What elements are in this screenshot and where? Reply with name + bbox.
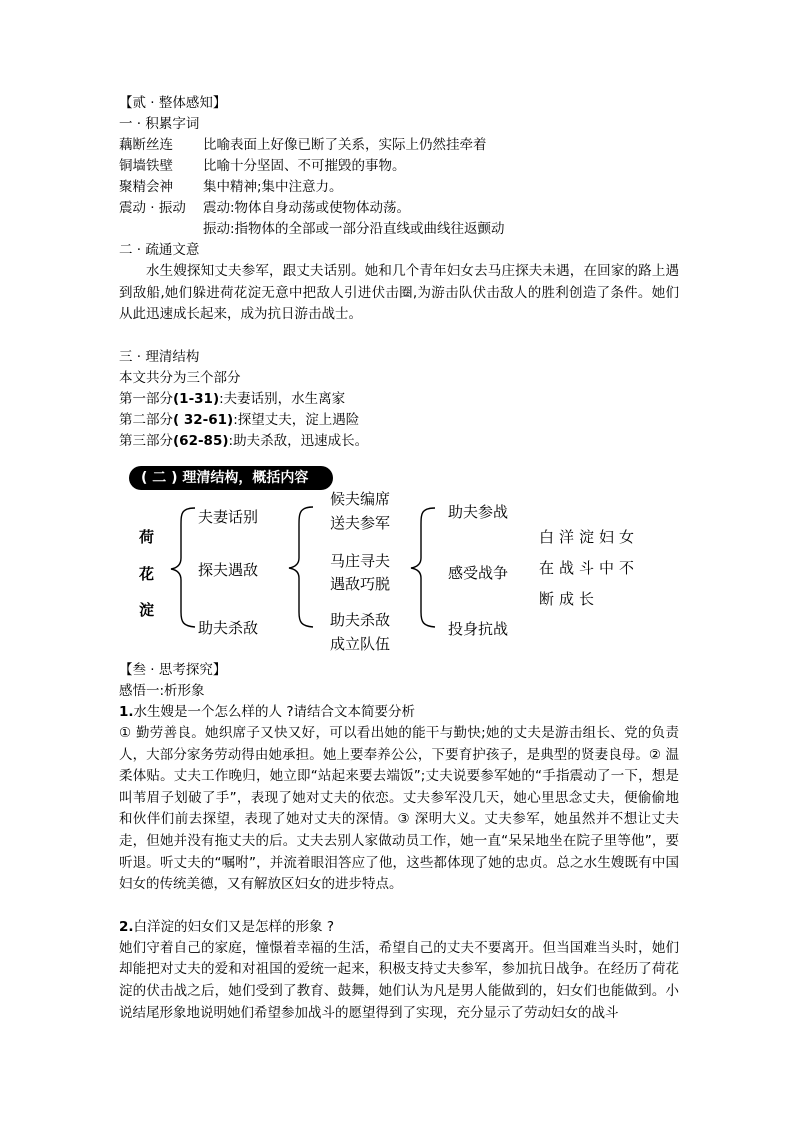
structure-title: 三 · 理清结构 [119, 348, 200, 365]
level2-node: 马庄寻夫 [330, 552, 391, 570]
brace-level2 [411, 508, 435, 627]
level2-node: 候夫编席 [330, 490, 391, 508]
level1-node: 夫妻话别 [198, 508, 259, 526]
part-desc: :探望丈夫，淀上遇险 [233, 411, 360, 428]
level1-node: 探夫遇敌 [198, 561, 259, 579]
summary-paragraph: 水生嫂探知丈夫参军，跟丈夫话别。她和几个青年妇女去马庄探夫未遇，在回家的路上遇到敌船,她们躲进荷花淀无意中把敌人引进伏击圈,为游击队伏击敌人的胜利创造了条件。她们从此迅速成长起来，成为抗日游击战士。 [119, 263, 679, 323]
part-range: (1-31) [173, 390, 220, 407]
level2-node: 助夫杀敌 [330, 611, 391, 629]
section-3 [119, 660, 679, 1024]
level3-node: 感受战争 [448, 564, 509, 582]
part-label: 第三部分 [119, 432, 173, 449]
root-char: 花 [139, 565, 155, 583]
vocab-item [119, 156, 679, 177]
vocab-meaning: 比喻表面上好像已断了关系，实际上仍然挂牵着 [203, 137, 487, 153]
part-desc: :助夫杀敌，迅速成长。 [228, 432, 369, 449]
vocab-item [119, 135, 679, 156]
structure-part [119, 410, 679, 431]
vocab-item [119, 177, 679, 198]
vocab-pair-meaning-2: 振动:指物体的全部或一部分沿直线或曲线往返颤动 [203, 221, 505, 237]
structure-diagram [119, 466, 679, 658]
part-label: 第一部分 [119, 390, 173, 407]
part-desc: :夫妻话别，水生离家 [219, 390, 346, 407]
vocab-word: 铜墙铁壁 [119, 158, 173, 174]
vocab-pair-word: 震动 · 振动 [119, 200, 186, 216]
level3-node: 投身抗战 [448, 620, 509, 638]
spacer [119, 896, 679, 917]
spacer [119, 326, 679, 347]
vocab-title: 一 · 积累字词 [119, 116, 200, 132]
vocab-word: 藕断丝连 [119, 137, 173, 153]
section-3-heading: 【叁 · 思考探究】 [119, 662, 227, 678]
vocab-meaning: 比喻十分坚固、不可摧毁的事物。 [203, 158, 406, 174]
question-text: 白洋淀的妇女们又是怎样的形象 ? [133, 918, 334, 935]
brace-level1 [289, 507, 313, 627]
vocab-word: 聚精会神 [119, 179, 173, 195]
vocab-pair-meaning-1: 震动:物体自身动荡或使物体动荡。 [203, 200, 411, 216]
structure-intro: 本文共分为三个部分 [119, 369, 241, 386]
root-char: 荷 [139, 528, 155, 546]
section-2 [119, 93, 679, 452]
question-text: 水生嫂是一个怎么样的人 ?请结合文本简要分析 [133, 704, 415, 720]
answer-2: 她们守着自己的家庭，憧憬着幸福的生活，希望自己的丈夫不要离开。但当国难当头时，她们却能把对丈夫的爱和对祖国的爱统一起来，积极支持丈夫参军，参加抗日战争。在经历了荷花淀的伏击战之后，她们受到了教育、鼓舞，她们认为凡是男人能做到的，妇女们也能做到。小说结尾形象地说明她们希望参加战斗的愿望得到了实现，充分显示了劳动妇女的战斗 [119, 939, 679, 1021]
question-number: 1. [119, 704, 134, 720]
brace-root [171, 508, 195, 627]
summary-title: 二 · 疏通文意 [119, 242, 200, 258]
insight-title: 感悟一:析形象 [119, 683, 205, 699]
question-2 [119, 917, 679, 938]
vocab-meaning: 集中精神;集中注意力。 [203, 179, 343, 195]
level3-node: 助夫参战 [448, 503, 509, 521]
part-label: 第二部分 [119, 411, 173, 428]
level2-node: 成立队伍 [330, 635, 391, 653]
structure-part [119, 431, 679, 452]
diagram-result: 白洋淀妇女在战斗中不断成长 [539, 528, 640, 608]
section-2-heading: 【贰 · 整体感知】 [119, 95, 227, 111]
vocab-pair [119, 198, 679, 219]
diagram-banner: ( 二 ) 理清结构，概括内容 [129, 466, 333, 490]
question-number: 2. [119, 918, 134, 935]
part-range: (62-85) [173, 432, 229, 449]
structure-part [119, 389, 679, 410]
level2-node: 送夫参军 [330, 514, 391, 532]
level1-node: 助夫杀敌 [198, 619, 259, 637]
root-char: 淀 [139, 601, 155, 619]
part-range: ( 32-61) [173, 411, 234, 428]
level2-node: 遇敌巧脱 [330, 575, 391, 593]
answer-1: ① 勤劳善良。她织席子又快又好，可以看出她的能干与勤快;她的丈夫是游击组长、党的负责人，大部分家务劳动得由她承担。她上要奉养公公，下要育护孩子，是典型的贤妻良母。② 温柔体贴。丈夫工作晚归，她立即“站起来要去端饭”;丈夫说要参军她的“手指震动了一下，想是叫苇眉子划破了手”，表现了她对丈夫的依恋。丈夫参军没几天，她心里思念丈夫，便偷偷地和伙伴们前去探望，表现了她对丈夫的深情。③ 深明大义。丈夫参军，她虽然并不想让丈夫走，但她并没有拖丈夫的后。丈夫去别人家做动员工作，她一直“呆呆地坐在院子里等他”，要听退。听丈夫的“嘱咐”，并流着眼泪答应了他，这些都体现了她的忠贞。总之水生嫂既有中国妇女的传统美德，又有解放区妇女的进步特点。 [119, 725, 679, 893]
question-1 [119, 702, 679, 723]
